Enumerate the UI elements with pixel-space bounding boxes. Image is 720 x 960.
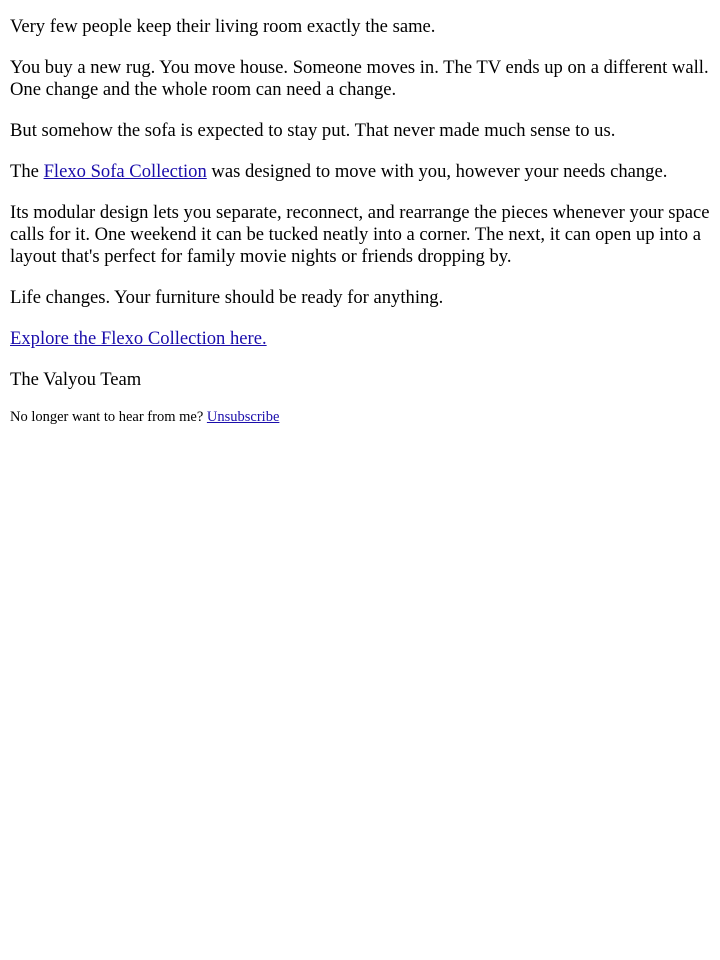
paragraph-changes: You buy a new rug. You move house. Someone moves in. The TV ends up on a different wall. One change and the whole room can need a change. <box>10 57 709 100</box>
paragraph-collection-tail: was designed to move with you, however your needs change. <box>206 161 668 182</box>
paragraph-life-changes: Life changes. Your furniture should be ready for anything. <box>10 287 444 308</box>
paragraph-intro: Very few people keep their living room exactly the same. <box>10 16 436 37</box>
footer-text: No longer want to hear from me? <box>10 409 207 425</box>
signature: The Valyou Team <box>10 369 142 390</box>
explore-collection-link[interactable]: Explore the Flexo Collection here. <box>10 328 267 349</box>
paragraph-collection <box>10 161 710 183</box>
paragraph-sofa: But somehow the sofa is expected to stay put. That never made much sense to us. <box>10 120 616 141</box>
footer <box>10 408 710 426</box>
paragraph-modular: Its modular design lets you separate, reconnect, and rearrange the pieces whenever your space calls for it. One weekend it can be tucked neatly into a corner. The next, it can open up into a layout that's perfect for family movie nights or friends dropping by. <box>10 202 710 267</box>
email-body <box>0 0 720 426</box>
unsubscribe-link[interactable]: Unsubscribe <box>206 409 280 425</box>
paragraph-collection-lead: The <box>10 161 44 182</box>
cta-paragraph <box>10 328 710 350</box>
flexo-sofa-collection-link[interactable]: Flexo Sofa Collection <box>43 161 207 182</box>
